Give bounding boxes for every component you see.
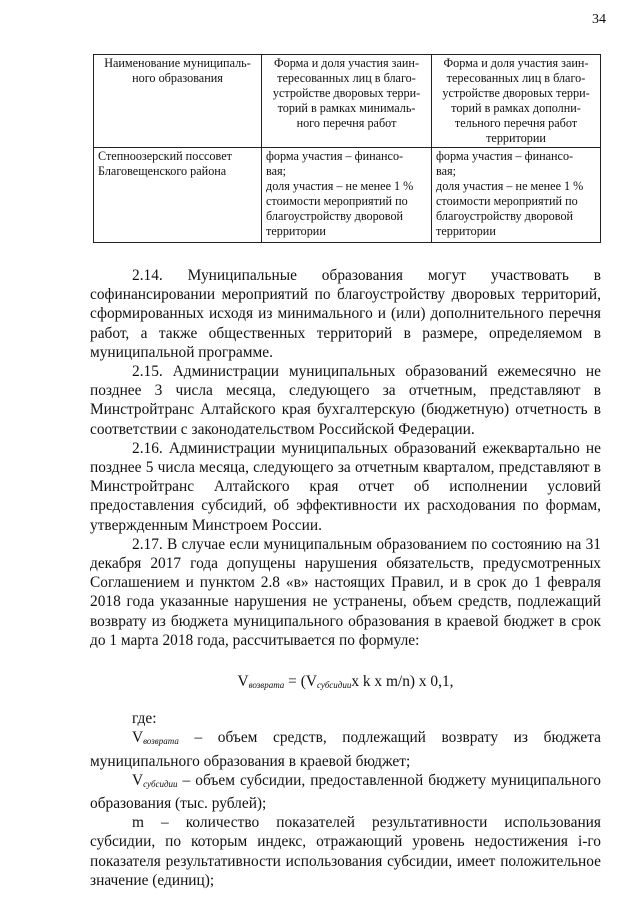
table-header-cell: Форма и доля участия заин- тересованных лиц в благо- устройстве дворовых терри- торий в рамках минималь- ного перечня работ xyxy=(262,55,432,148)
table-header-cell: Форма и доля участия заин- тересованных лиц в благо- устройстве дворовых терри- торий в рамках дополни- тельного перечня работ территории xyxy=(432,55,601,148)
paragraph-2-15: 2.15. Администрации муниципальных образований ежемесячно не позднее 3 числа месяца, следующего за отчетным, представляют в Минстройтранс Алтайского края бухгалтерскую (бюджетную) отчетность в соответствии с законодательством Российской Федерации. xyxy=(90,363,601,438)
def-sub: возврата xyxy=(143,736,179,747)
table-cell: Степноозерский поссовет Благовещенского района xyxy=(94,148,262,243)
paragraph-2-17: 2.17. В случае если муниципальным образованием по состоянию на 31 декабря 2017 года допущены нарушения обязательств, предусмотренных Соглашением и пунктом 2.8 «в» настоящих Правил, и в срок до 1 февраля 2018 года указанные нарушения не устранены, объем средств, подлежащий возврату из бюджета муниципального образования в краевой бюджет в срок до 1 марта 2018 года, рассчитывается по формуле: xyxy=(90,535,601,649)
definition-m: m – количество показателей результативности использования субсидии, по которым индекс, отражающий уровень недостижения i-го показателя результативности использования субсидии, имеет положительное значение (единиц); xyxy=(90,814,601,889)
formula-eq: = (V xyxy=(284,673,317,691)
paragraph-2-16: 2.16. Администрации муниципальных образований ежеквартально не позднее 5 числа месяца, следующего за отчетным кварталом, представляют в Минстройтранс Алтайского края отчет об исполнении условий предоставления субсидий, об эффективности их расходования по формам, утвержденным Минстроем России. xyxy=(90,439,601,534)
def-text: – объем субсидии, предоставленной бюджету муниципального образования (тыс. рублей); xyxy=(90,771,601,813)
table-cell: форма участия – финансо- вая; доля участия – не менее 1 % стоимости мероприятий по благоустройству дворовой территории xyxy=(432,148,601,243)
def-v: V xyxy=(132,771,144,789)
table-row xyxy=(94,148,601,243)
formula-sub-subsidy: субсидии xyxy=(316,680,352,691)
formula xyxy=(90,672,601,695)
formula-v: V xyxy=(237,673,249,691)
paragraph-2-14: 2.14. Муниципальные образования могут участвовать в софинансировании мероприятий по благоустройству дворовых территорий, сформированных исходя из минимального и (или) дополнительного перечня работ, а также общественных территорий в размере, определяемом в муниципальной программе. xyxy=(90,267,601,361)
formula-rest: x k x m/n) x 0,1, xyxy=(351,673,454,691)
where-label: где: xyxy=(132,710,157,728)
participation-table xyxy=(93,54,601,243)
formula-sub-return: возврата xyxy=(248,680,285,691)
def-text: – объем средств, подлежащий возврату из бюджета муниципального образования в краевой бюджет; xyxy=(90,729,601,770)
definition-v-subsidy xyxy=(90,771,601,813)
document-body xyxy=(90,266,601,890)
def-v: V xyxy=(132,729,144,747)
table-header-cell: Наименование муниципаль- ного образования xyxy=(94,55,262,148)
table-cell: форма участия – финансо- вая; доля участия – не менее 1 % стоимости мероприятий по благоустройству дворовой территории xyxy=(262,148,432,243)
definition-v-return xyxy=(90,728,601,770)
def-sub: субсидии xyxy=(143,778,178,789)
table-header-row xyxy=(94,55,601,148)
page-number: 34 xyxy=(592,12,606,27)
